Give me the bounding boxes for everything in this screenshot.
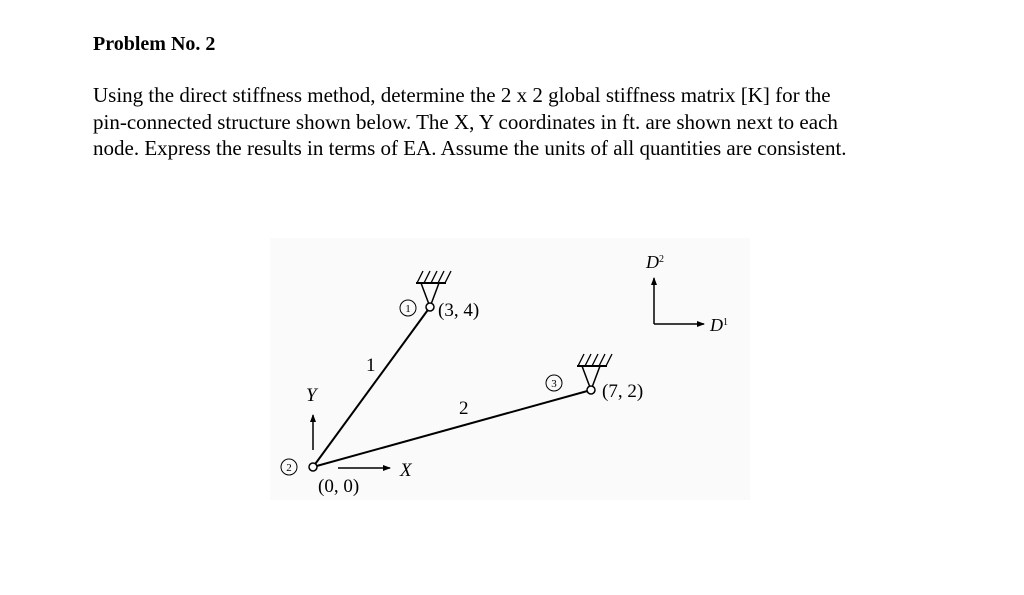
problem-line-2: pin-connected structure shown below. The X, Y coordinates in ft. are shown next to each — [93, 109, 838, 134]
member-1-line — [313, 307, 430, 467]
x-axis-label: X — [400, 460, 412, 481]
node-2-coords: (0, 0) — [318, 476, 360, 497]
joint-node-2 — [309, 463, 317, 471]
member-1-label: 1 — [366, 355, 376, 376]
node-1-coords: (3, 4) — [438, 300, 480, 321]
truss-diagram — [270, 238, 750, 500]
node-2-number: 2 — [286, 462, 292, 474]
member-2-line — [313, 390, 591, 467]
truss-figure — [270, 238, 750, 500]
joint-node-3 — [587, 386, 595, 394]
dof-d1-label: $D^1$ — [710, 315, 728, 335]
problem-line-1: Using the direct stiffness method, determine the 2 x 2 global stiffness matrix [K] for the — [93, 83, 831, 107]
problem-line-3: node. Express the results in terms of EA. Assume the units of all quantities are consistent. — [93, 136, 847, 160]
joint-node-1 — [426, 303, 434, 311]
problem-statement — [93, 82, 953, 162]
node-3-coords: (7, 2) — [602, 381, 644, 402]
y-axis-label: Y — [306, 385, 317, 406]
node-3-number: 3 — [551, 378, 557, 390]
problem-title: Problem No. 2 — [93, 33, 216, 55]
member-2-label: 2 — [459, 398, 469, 419]
node-1-number: 1 — [405, 303, 411, 315]
dof-d2-label: $D^2$ — [646, 252, 664, 272]
